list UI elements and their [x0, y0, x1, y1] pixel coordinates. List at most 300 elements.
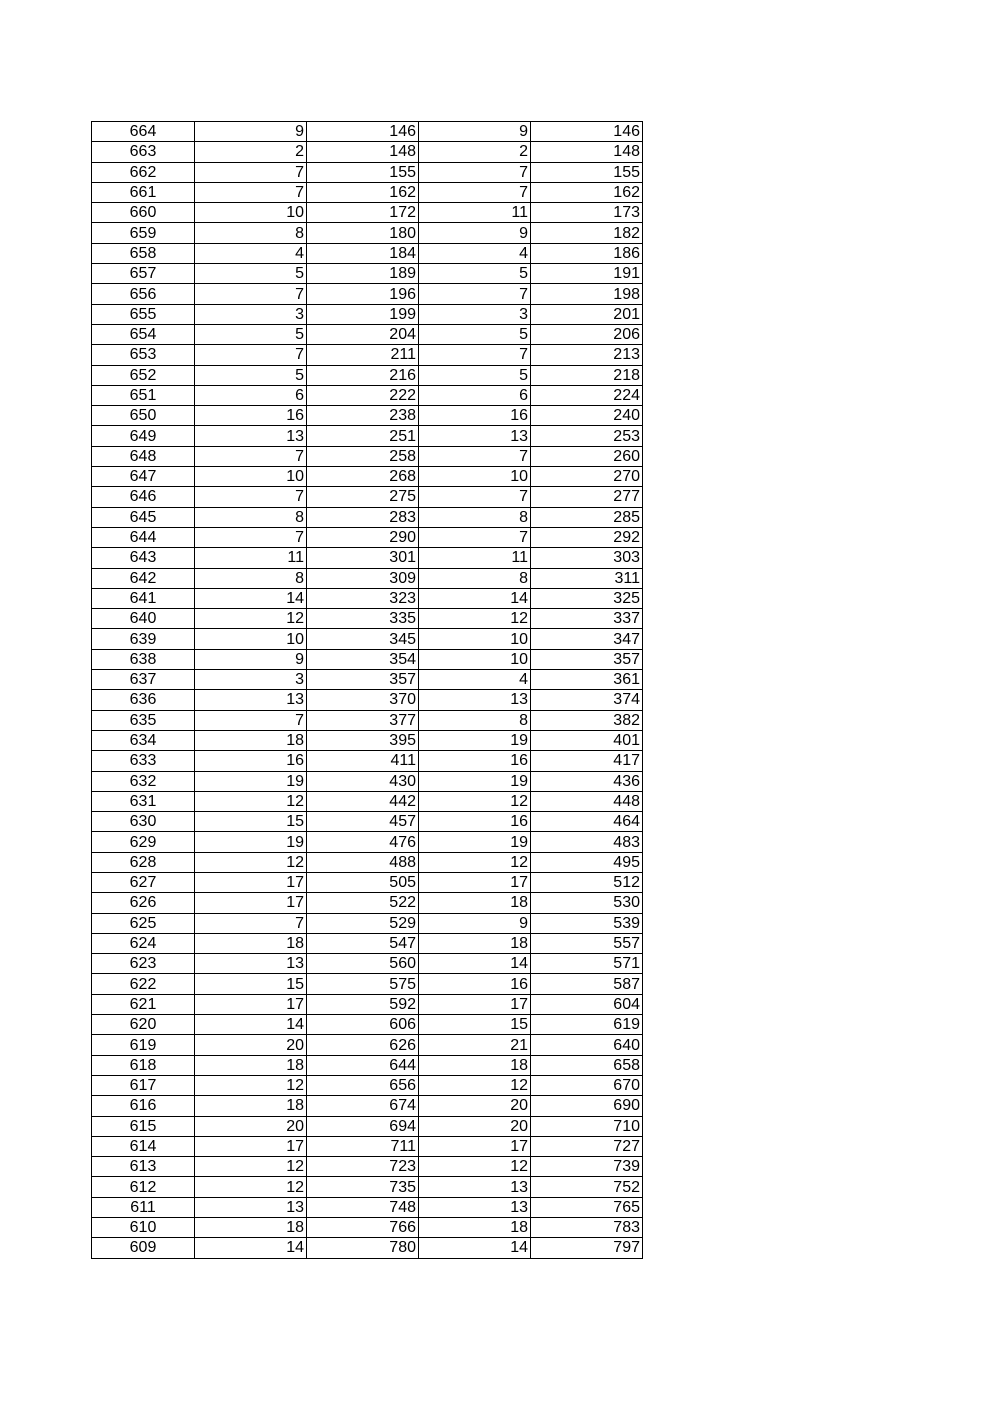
- value-cell: 270: [531, 467, 643, 487]
- score-cell: 628: [92, 852, 195, 872]
- table-row: [92, 710, 643, 730]
- score-cell: 643: [92, 548, 195, 568]
- table-row: [92, 974, 643, 994]
- value-cell: 162: [307, 182, 419, 202]
- table-row: [92, 670, 643, 690]
- score-cell: 613: [92, 1157, 195, 1177]
- score-cell: 662: [92, 162, 195, 182]
- table-row: [92, 1218, 643, 1238]
- value-cell: 8: [419, 710, 531, 730]
- value-cell: 5: [419, 324, 531, 344]
- score-cell: 659: [92, 223, 195, 243]
- value-cell: 13: [195, 1197, 307, 1217]
- score-cell: 635: [92, 710, 195, 730]
- value-cell: 640: [531, 1035, 643, 1055]
- value-cell: 395: [307, 730, 419, 750]
- table-row: [92, 852, 643, 872]
- value-cell: 780: [307, 1238, 419, 1258]
- value-cell: 146: [531, 122, 643, 142]
- value-cell: 218: [531, 365, 643, 385]
- value-cell: 522: [307, 893, 419, 913]
- value-cell: 8: [195, 507, 307, 527]
- table-row: [92, 243, 643, 263]
- value-cell: 766: [307, 1218, 419, 1238]
- score-cell: 645: [92, 507, 195, 527]
- value-cell: 146: [307, 122, 419, 142]
- table-row: [92, 629, 643, 649]
- score-cell: 629: [92, 832, 195, 852]
- value-cell: 11: [419, 548, 531, 568]
- value-cell: 658: [531, 1055, 643, 1075]
- score-cell: 624: [92, 933, 195, 953]
- value-cell: 382: [531, 710, 643, 730]
- value-cell: 12: [195, 1075, 307, 1095]
- score-cell: 642: [92, 568, 195, 588]
- value-cell: 15: [195, 812, 307, 832]
- value-cell: 18: [419, 1218, 531, 1238]
- value-cell: 547: [307, 933, 419, 953]
- value-cell: 5: [195, 365, 307, 385]
- value-cell: 18: [419, 933, 531, 953]
- value-cell: 12: [419, 852, 531, 872]
- value-cell: 16: [419, 406, 531, 426]
- table-row: [92, 1015, 643, 1035]
- value-cell: 260: [531, 446, 643, 466]
- value-cell: 17: [195, 893, 307, 913]
- table-row: [92, 487, 643, 507]
- table-row: [92, 994, 643, 1014]
- value-cell: 739: [531, 1157, 643, 1177]
- value-cell: 18: [195, 933, 307, 953]
- value-cell: 18: [419, 893, 531, 913]
- score-cell: 634: [92, 730, 195, 750]
- table-row: [92, 588, 643, 608]
- value-cell: 8: [195, 223, 307, 243]
- table-row: [92, 324, 643, 344]
- table-row: [92, 406, 643, 426]
- value-cell: 604: [531, 994, 643, 1014]
- value-cell: 337: [531, 609, 643, 629]
- value-cell: 9: [195, 122, 307, 142]
- table-row: [92, 264, 643, 284]
- value-cell: 14: [195, 1015, 307, 1035]
- value-cell: 357: [307, 670, 419, 690]
- value-cell: 592: [307, 994, 419, 1014]
- value-cell: 7: [419, 182, 531, 202]
- value-cell: 335: [307, 609, 419, 629]
- score-cell: 625: [92, 913, 195, 933]
- value-cell: 14: [419, 1238, 531, 1258]
- value-cell: 182: [531, 223, 643, 243]
- value-cell: 14: [419, 954, 531, 974]
- score-cell: 636: [92, 690, 195, 710]
- table-row: [92, 1096, 643, 1116]
- value-cell: 690: [531, 1096, 643, 1116]
- value-cell: 19: [195, 832, 307, 852]
- value-cell: 7: [419, 527, 531, 547]
- value-cell: 8: [195, 568, 307, 588]
- value-cell: 587: [531, 974, 643, 994]
- value-cell: 357: [531, 649, 643, 669]
- value-cell: 292: [531, 527, 643, 547]
- value-cell: 10: [195, 467, 307, 487]
- value-cell: 12: [195, 852, 307, 872]
- score-cell: 646: [92, 487, 195, 507]
- score-cell: 661: [92, 182, 195, 202]
- score-cell: 617: [92, 1075, 195, 1095]
- value-cell: 13: [195, 690, 307, 710]
- table-row: [92, 791, 643, 811]
- table-row: [92, 751, 643, 771]
- table-row: [92, 1116, 643, 1136]
- score-cell: 649: [92, 426, 195, 446]
- table-row: [92, 385, 643, 405]
- value-cell: 557: [531, 933, 643, 953]
- score-cell: 651: [92, 385, 195, 405]
- value-cell: 10: [195, 629, 307, 649]
- value-cell: 347: [531, 629, 643, 649]
- value-cell: 7: [195, 284, 307, 304]
- value-cell: 748: [307, 1197, 419, 1217]
- value-cell: 20: [419, 1116, 531, 1136]
- value-cell: 19: [419, 832, 531, 852]
- value-cell: 12: [419, 609, 531, 629]
- value-cell: 345: [307, 629, 419, 649]
- table-row: [92, 203, 643, 223]
- value-cell: 606: [307, 1015, 419, 1035]
- score-cell: 656: [92, 284, 195, 304]
- score-cell: 652: [92, 365, 195, 385]
- value-cell: 417: [531, 751, 643, 771]
- table-row: [92, 1157, 643, 1177]
- value-cell: 11: [195, 548, 307, 568]
- value-cell: 19: [419, 730, 531, 750]
- value-cell: 180: [307, 223, 419, 243]
- value-cell: 206: [531, 324, 643, 344]
- value-cell: 325: [531, 588, 643, 608]
- value-cell: 530: [531, 893, 643, 913]
- score-cell: 618: [92, 1055, 195, 1075]
- value-cell: 211: [307, 345, 419, 365]
- value-cell: 735: [307, 1177, 419, 1197]
- value-cell: 505: [307, 872, 419, 892]
- value-cell: 184: [307, 243, 419, 263]
- value-cell: 5: [195, 324, 307, 344]
- score-cell: 612: [92, 1177, 195, 1197]
- value-cell: 155: [307, 162, 419, 182]
- value-cell: 191: [531, 264, 643, 284]
- value-cell: 13: [419, 1177, 531, 1197]
- score-cell: 611: [92, 1197, 195, 1217]
- score-cell: 638: [92, 649, 195, 669]
- value-cell: 17: [195, 872, 307, 892]
- table-row: [92, 527, 643, 547]
- value-cell: 361: [531, 670, 643, 690]
- value-cell: 18: [419, 1055, 531, 1075]
- value-cell: 303: [531, 548, 643, 568]
- score-cell: 630: [92, 812, 195, 832]
- table-row: [92, 771, 643, 791]
- value-cell: 674: [307, 1096, 419, 1116]
- value-cell: 797: [531, 1238, 643, 1258]
- value-cell: 411: [307, 751, 419, 771]
- value-cell: 430: [307, 771, 419, 791]
- table-row: [92, 1197, 643, 1217]
- value-cell: 283: [307, 507, 419, 527]
- value-cell: 448: [531, 791, 643, 811]
- value-cell: 189: [307, 264, 419, 284]
- value-cell: 9: [419, 223, 531, 243]
- value-cell: 162: [531, 182, 643, 202]
- score-cell: 653: [92, 345, 195, 365]
- value-cell: 723: [307, 1157, 419, 1177]
- value-cell: 12: [419, 1075, 531, 1095]
- score-cell: 622: [92, 974, 195, 994]
- value-cell: 3: [195, 304, 307, 324]
- value-cell: 7: [195, 710, 307, 730]
- value-cell: 6: [419, 385, 531, 405]
- score-cell: 609: [92, 1238, 195, 1258]
- value-cell: 268: [307, 467, 419, 487]
- table-row: [92, 1055, 643, 1075]
- score-table: [91, 121, 643, 1259]
- value-cell: 16: [195, 751, 307, 771]
- value-cell: 7: [195, 162, 307, 182]
- value-cell: 4: [419, 670, 531, 690]
- value-cell: 457: [307, 812, 419, 832]
- table-row: [92, 142, 643, 162]
- value-cell: 12: [195, 1177, 307, 1197]
- value-cell: 12: [195, 609, 307, 629]
- value-cell: 18: [195, 1218, 307, 1238]
- table-row: [92, 548, 643, 568]
- score-cell: 641: [92, 588, 195, 608]
- value-cell: 12: [419, 1157, 531, 1177]
- table-row: [92, 1035, 643, 1055]
- value-cell: 619: [531, 1015, 643, 1035]
- score-cell: 664: [92, 122, 195, 142]
- value-cell: 711: [307, 1136, 419, 1156]
- value-cell: 670: [531, 1075, 643, 1095]
- value-cell: 198: [531, 284, 643, 304]
- value-cell: 10: [419, 629, 531, 649]
- value-cell: 7: [195, 487, 307, 507]
- score-cell: 610: [92, 1218, 195, 1238]
- value-cell: 19: [195, 771, 307, 791]
- table-row: [92, 609, 643, 629]
- value-cell: 7: [419, 284, 531, 304]
- value-cell: 495: [531, 852, 643, 872]
- score-cell: 614: [92, 1136, 195, 1156]
- table-row: [92, 1238, 643, 1258]
- value-cell: 15: [419, 1015, 531, 1035]
- table-row: [92, 1075, 643, 1095]
- table-row: [92, 162, 643, 182]
- value-cell: 539: [531, 913, 643, 933]
- value-cell: 7: [195, 913, 307, 933]
- value-cell: 20: [195, 1116, 307, 1136]
- value-cell: 3: [195, 670, 307, 690]
- value-cell: 656: [307, 1075, 419, 1095]
- value-cell: 7: [419, 162, 531, 182]
- table-body: [92, 122, 643, 1259]
- value-cell: 694: [307, 1116, 419, 1136]
- value-cell: 18: [195, 1055, 307, 1075]
- score-cell: 648: [92, 446, 195, 466]
- value-cell: 727: [531, 1136, 643, 1156]
- value-cell: 13: [419, 426, 531, 446]
- value-cell: 783: [531, 1218, 643, 1238]
- score-cell: 620: [92, 1015, 195, 1035]
- value-cell: 309: [307, 568, 419, 588]
- value-cell: 13: [419, 690, 531, 710]
- table-row: [92, 649, 643, 669]
- value-cell: 5: [419, 365, 531, 385]
- table-row: [92, 730, 643, 750]
- score-cell: 615: [92, 1116, 195, 1136]
- score-cell: 663: [92, 142, 195, 162]
- score-cell: 633: [92, 751, 195, 771]
- score-cell: 639: [92, 629, 195, 649]
- value-cell: 222: [307, 385, 419, 405]
- score-cell: 637: [92, 670, 195, 690]
- score-cell: 658: [92, 243, 195, 263]
- value-cell: 560: [307, 954, 419, 974]
- value-cell: 2: [195, 142, 307, 162]
- table-row: [92, 913, 643, 933]
- value-cell: 5: [419, 264, 531, 284]
- value-cell: 765: [531, 1197, 643, 1217]
- score-cell: 632: [92, 771, 195, 791]
- value-cell: 7: [195, 345, 307, 365]
- value-cell: 7: [419, 345, 531, 365]
- table-row: [92, 304, 643, 324]
- value-cell: 464: [531, 812, 643, 832]
- value-cell: 11: [419, 203, 531, 223]
- value-cell: 213: [531, 345, 643, 365]
- value-cell: 14: [195, 588, 307, 608]
- value-cell: 18: [195, 1096, 307, 1116]
- value-cell: 7: [195, 527, 307, 547]
- value-cell: 10: [419, 649, 531, 669]
- score-cell: 654: [92, 324, 195, 344]
- value-cell: 8: [419, 568, 531, 588]
- value-cell: 216: [307, 365, 419, 385]
- table-row: [92, 467, 643, 487]
- value-cell: 7: [419, 487, 531, 507]
- table-row: [92, 223, 643, 243]
- score-cell: 627: [92, 872, 195, 892]
- value-cell: 196: [307, 284, 419, 304]
- value-cell: 5: [195, 264, 307, 284]
- value-cell: 17: [195, 994, 307, 1014]
- table-row: [92, 345, 643, 365]
- table-row: [92, 954, 643, 974]
- value-cell: 148: [307, 142, 419, 162]
- value-cell: 251: [307, 426, 419, 446]
- value-cell: 483: [531, 832, 643, 852]
- table-row: [92, 284, 643, 304]
- value-cell: 7: [419, 446, 531, 466]
- value-cell: 172: [307, 203, 419, 223]
- score-cell: 655: [92, 304, 195, 324]
- value-cell: 17: [419, 1136, 531, 1156]
- value-cell: 323: [307, 588, 419, 608]
- value-cell: 17: [419, 994, 531, 1014]
- score-cell: 657: [92, 264, 195, 284]
- value-cell: 17: [419, 872, 531, 892]
- score-cell: 650: [92, 406, 195, 426]
- value-cell: 17: [195, 1136, 307, 1156]
- table-row: [92, 812, 643, 832]
- value-cell: 19: [419, 771, 531, 791]
- value-cell: 2: [419, 142, 531, 162]
- value-cell: 186: [531, 243, 643, 263]
- table-row: [92, 568, 643, 588]
- value-cell: 9: [419, 913, 531, 933]
- value-cell: 4: [195, 243, 307, 263]
- score-cell: 647: [92, 467, 195, 487]
- value-cell: 710: [531, 1116, 643, 1136]
- score-cell: 660: [92, 203, 195, 223]
- table-row: [92, 426, 643, 446]
- value-cell: 8: [419, 507, 531, 527]
- score-cell: 621: [92, 994, 195, 1014]
- value-cell: 476: [307, 832, 419, 852]
- table-row: [92, 182, 643, 202]
- value-cell: 14: [419, 588, 531, 608]
- value-cell: 204: [307, 324, 419, 344]
- value-cell: 370: [307, 690, 419, 710]
- table-row: [92, 446, 643, 466]
- value-cell: 10: [195, 203, 307, 223]
- value-cell: 4: [419, 243, 531, 263]
- table-row: [92, 365, 643, 385]
- value-cell: 258: [307, 446, 419, 466]
- value-cell: 275: [307, 487, 419, 507]
- value-cell: 6: [195, 385, 307, 405]
- table-row: [92, 893, 643, 913]
- table-row: [92, 690, 643, 710]
- value-cell: 238: [307, 406, 419, 426]
- score-cell: 631: [92, 791, 195, 811]
- value-cell: 290: [307, 527, 419, 547]
- value-cell: 16: [195, 406, 307, 426]
- value-cell: 301: [307, 548, 419, 568]
- value-cell: 752: [531, 1177, 643, 1197]
- value-cell: 9: [195, 649, 307, 669]
- value-cell: 644: [307, 1055, 419, 1075]
- value-cell: 12: [419, 791, 531, 811]
- table-row: [92, 933, 643, 953]
- value-cell: 529: [307, 913, 419, 933]
- table-row: [92, 1177, 643, 1197]
- value-cell: 3: [419, 304, 531, 324]
- table-row: [92, 507, 643, 527]
- value-cell: 199: [307, 304, 419, 324]
- value-cell: 442: [307, 791, 419, 811]
- table-row: [92, 872, 643, 892]
- value-cell: 20: [195, 1035, 307, 1055]
- score-cell: 619: [92, 1035, 195, 1055]
- value-cell: 253: [531, 426, 643, 446]
- value-cell: 13: [419, 1197, 531, 1217]
- value-cell: 148: [531, 142, 643, 162]
- score-cell: 644: [92, 527, 195, 547]
- value-cell: 224: [531, 385, 643, 405]
- value-cell: 15: [195, 974, 307, 994]
- value-cell: 436: [531, 771, 643, 791]
